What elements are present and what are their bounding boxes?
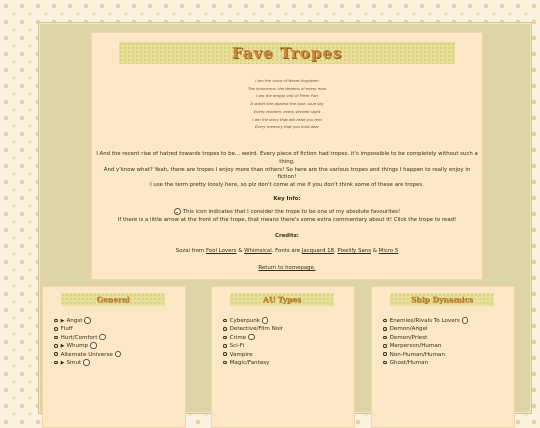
trope-label[interactable]: Crime <box>229 334 247 341</box>
return-line <box>95 265 479 273</box>
credits-text: & <box>238 248 243 255</box>
trope-item[interactable] <box>54 334 121 342</box>
intro-paragraph: I use the term pretty loosly here, so plz don't come at me if you don't think some of these are tropes. <box>150 182 424 189</box>
bullet-circle-icon <box>54 319 58 323</box>
trope-list <box>54 317 121 367</box>
expand-arrow-icon[interactable]: ▶ <box>60 343 65 350</box>
trope-item[interactable] <box>223 342 283 350</box>
credit-link-fool-lovers[interactable]: Fool Lovers <box>206 248 237 255</box>
trope-label[interactable]: Demon/Priest <box>389 334 428 341</box>
key-info-text: This icon indicates that I consider the trope to be one of my absolute favourites! <box>182 208 401 215</box>
bullet-circle-icon <box>223 319 227 323</box>
credits-text: Sozai from <box>175 248 205 255</box>
trope-label[interactable]: Cyberpunk <box>229 318 260 324</box>
key-info-line: If there is a little arrow at the front of the trope, that means there's some extra commentary about it! Click the trope to read! <box>117 216 457 223</box>
column-heading: AU Types <box>230 293 334 306</box>
credits-line <box>95 248 479 256</box>
trope-item[interactable] <box>54 351 121 359</box>
general-column <box>42 286 186 428</box>
trope-item[interactable] <box>54 317 121 325</box>
poem-line: The innocence, the dreams of every man <box>247 85 327 91</box>
bullet-circle-icon <box>54 327 58 331</box>
credit-link-micro[interactable]: Micro 5 <box>378 248 399 255</box>
bullet-circle-icon <box>54 352 58 356</box>
favourite-smiley-icon <box>83 359 90 366</box>
favourite-smiley-icon <box>174 208 181 215</box>
trope-item[interactable] <box>54 359 121 367</box>
bullet-circle-icon <box>54 361 58 365</box>
trope-item[interactable] <box>383 325 468 333</box>
trope-label[interactable]: Magic/Fantasy <box>229 360 270 367</box>
credit-link-whimsical[interactable]: Whimsical <box>244 248 272 255</box>
intro-paragraph: I And the recent rise of hatred towards tropes to be... weird. Every piece of fiction had tropes. it's impossible to be completely without such a thing. <box>96 151 478 165</box>
trope-label[interactable]: Sci-Fi <box>229 343 245 350</box>
bullet-circle-icon <box>383 361 387 365</box>
credits-text: , <box>333 248 336 255</box>
trope-item[interactable] <box>383 359 468 367</box>
bullet-circle-icon <box>223 352 227 356</box>
trope-label[interactable]: Hurt/Comfort <box>60 334 98 341</box>
ship-dynamics-column <box>371 286 515 428</box>
trope-label[interactable]: Ghost/Human <box>389 360 429 367</box>
bullet-circle-icon <box>383 344 387 348</box>
favourite-smiley-icon <box>248 334 255 341</box>
poem-line: I am the empty crib of Peter Pan <box>256 93 318 99</box>
trope-label[interactable]: Detective/Film Noir <box>229 326 284 333</box>
trope-item[interactable] <box>223 317 283 325</box>
trope-label[interactable]: Whump <box>66 343 89 350</box>
credit-link-jacquard[interactable]: Jacquard 18 <box>301 248 334 255</box>
poem-block <box>92 77 482 131</box>
trope-list <box>383 317 468 367</box>
column-heading: Ship Dynamics <box>390 293 494 306</box>
intro-paragraph: And y'know what? Yeah, there are tropes I enjoy more than others! So here are the various tropes and things I happen to really enjoy in fiction! <box>103 166 471 181</box>
trope-label[interactable]: Angst <box>66 318 83 324</box>
credits-text: & <box>372 248 377 255</box>
favourite-smiley-icon <box>90 342 97 349</box>
trope-label[interactable]: Merperson/Human <box>389 343 442 350</box>
favourite-smiley-icon <box>462 317 469 324</box>
trope-item[interactable] <box>223 325 283 333</box>
trope-label[interactable]: Fluff <box>60 326 73 333</box>
favourite-smiley-icon <box>262 317 269 324</box>
trope-label[interactable]: Enemies/Rivals To Lovers <box>389 318 460 324</box>
credits-heading: Credits: <box>275 233 299 240</box>
trope-item[interactable] <box>383 342 468 350</box>
credits-text: . Fonts are <box>271 248 301 255</box>
trope-item[interactable] <box>223 334 283 342</box>
bullet-circle-icon <box>383 319 387 323</box>
intro-text <box>95 151 479 273</box>
favourite-smiley-icon <box>99 334 106 341</box>
trope-item[interactable] <box>223 359 283 367</box>
trope-item[interactable] <box>383 317 468 325</box>
bullet-circle-icon <box>54 336 58 340</box>
bullet-circle-icon <box>54 344 58 348</box>
bullet-circle-icon <box>383 327 387 331</box>
key-info-heading: Key Info: <box>273 195 301 202</box>
page-frame <box>38 22 532 414</box>
column-heading: General <box>61 293 165 306</box>
page-title: Fave Tropes <box>231 44 343 62</box>
bullet-circle-icon <box>383 352 387 356</box>
trope-item[interactable] <box>54 325 121 333</box>
trope-label[interactable]: Demon/Angel <box>389 326 428 333</box>
poem-line: I am the voice of Never-forgotten <box>255 78 319 83</box>
expand-arrow-icon[interactable]: ▶ <box>60 318 65 324</box>
bullet-circle-icon <box>223 344 227 348</box>
favourite-smiley-icon <box>115 351 122 358</box>
trope-label[interactable]: Smut <box>66 360 82 367</box>
bullet-circle-icon <box>223 327 227 331</box>
expand-arrow-icon[interactable]: ▶ <box>60 360 65 367</box>
intro-panel <box>91 32 483 280</box>
trope-label[interactable]: Vampire <box>229 351 253 358</box>
key-info-line <box>95 208 479 217</box>
trope-item[interactable] <box>223 351 283 359</box>
page-title-banner <box>119 42 455 64</box>
au-types-column <box>211 286 355 428</box>
poem-line: Every memory that you hold dear <box>254 124 320 130</box>
poem-line: I am the story that will read you real <box>252 116 322 122</box>
favourite-smiley-icon <box>84 317 91 324</box>
trope-item[interactable] <box>383 334 468 342</box>
trope-label[interactable]: Non-Human/Human <box>389 351 445 358</box>
trope-label[interactable]: Alternate Universe <box>60 351 113 358</box>
poem-line: Every children, every secretit sight <box>253 108 321 114</box>
bullet-circle-icon <box>223 361 227 365</box>
credit-link-pixelify[interactable]: Pixelify Sans <box>337 248 372 255</box>
bullet-circle-icon <box>383 336 387 340</box>
return-home-link[interactable]: Return to homepage. <box>258 264 316 271</box>
poem-line: A starlit kite against the blue, blue sky <box>250 101 324 107</box>
trope-item[interactable] <box>54 342 121 350</box>
bullet-circle-icon <box>223 336 227 340</box>
trope-item[interactable] <box>383 351 468 359</box>
trope-list <box>223 317 283 367</box>
